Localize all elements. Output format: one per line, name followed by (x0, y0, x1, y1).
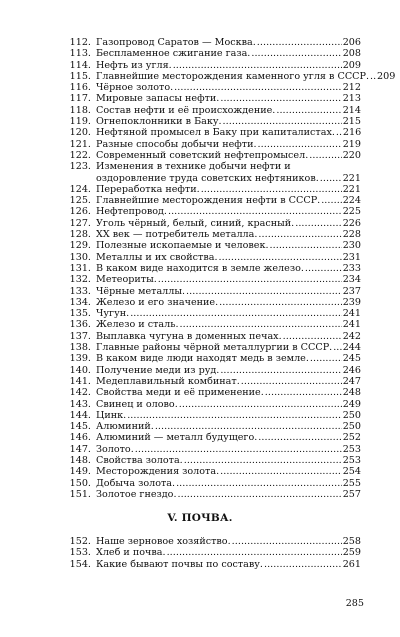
entry-page: 245 (342, 353, 361, 365)
entry-page: 215 (342, 116, 361, 128)
entry-title: Чёрное золото. (96, 82, 174, 94)
entry-title-cell (91, 466, 361, 477)
entry-number: 124. (69, 183, 91, 195)
entry-number: 136. (69, 319, 91, 331)
entry-page: 219 (342, 138, 361, 150)
entry-title: Уголь чёрный, белый, синий, красный. (96, 217, 295, 229)
entry-title-cell (91, 252, 361, 263)
toc-entry (63, 218, 361, 229)
entry-number: 133. (69, 285, 91, 297)
entry-title: Полезные ископаемые и человек. (96, 240, 269, 252)
dot-leader (257, 37, 342, 48)
entry-page: 252 (342, 432, 361, 444)
entry-title: Беспламенное сжигание газа. (96, 48, 251, 60)
entry-title-cell (91, 455, 361, 466)
entry-title-cell (91, 432, 361, 443)
entry-title: Железо и сталь. (96, 319, 179, 331)
entry-page: 259 (342, 547, 361, 559)
entry-number: 119. (69, 116, 91, 128)
toc-entry (63, 139, 361, 150)
entry-page: 255 (342, 477, 361, 489)
entry-title: Чёрные металлы. (96, 285, 186, 297)
dot-leader (251, 48, 341, 59)
entry-title: Свойства золота. (96, 454, 183, 466)
dot-leader (258, 229, 341, 240)
dot-leader (310, 353, 342, 364)
entry-number: 129. (69, 240, 91, 252)
entry-title: Огнепоклонники в Баку. (96, 116, 222, 128)
entry-page: 261 (342, 558, 361, 570)
entry-title: В каком виде находится в земле железо. (96, 262, 304, 274)
entry-number: 122. (69, 149, 91, 161)
entry-number: 145. (69, 421, 91, 433)
entry-page: 253 (342, 443, 361, 455)
entry-title: Алюминий. (96, 421, 154, 433)
toc-entry (63, 105, 361, 116)
toc-entry (63, 150, 361, 161)
entry-title-cell (91, 478, 361, 489)
entry-title: Изменения в технике добычи нефти и (96, 161, 291, 173)
entry-number: 131. (69, 262, 91, 274)
entry-title-cell (91, 421, 361, 432)
entry-page: 246 (342, 364, 361, 376)
entry-page: 224 (342, 195, 361, 207)
entry-number: 134. (69, 296, 91, 308)
dot-leader (219, 297, 342, 308)
entry-title-cell (91, 559, 361, 570)
entry-number: 150. (69, 477, 91, 489)
entry-number: 153. (69, 547, 91, 559)
entry-title: Месторождения золота. (96, 466, 220, 478)
dot-leader (241, 376, 342, 387)
entry-page: 233 (342, 262, 361, 274)
entry-title-cell (91, 116, 361, 127)
toc-entry (63, 127, 361, 138)
entry-number: 125. (69, 195, 91, 207)
entry-page: 239 (342, 296, 361, 308)
entry-title: Золотое гнездо. (96, 488, 177, 500)
dot-leader (321, 195, 341, 206)
entry-page: 257 (342, 488, 361, 500)
entry-number: 140. (69, 364, 91, 376)
dot-leader (276, 105, 341, 116)
dot-leader (168, 206, 342, 217)
entry-title-cell (91, 139, 361, 150)
toc-entry (63, 70, 396, 82)
toc-entry (63, 387, 361, 398)
dot-leader (130, 308, 342, 319)
dot-leader (219, 252, 342, 263)
entry-page: 231 (342, 251, 361, 263)
entry-title: Добыча золота. (96, 477, 176, 489)
entry-number: 132. (69, 274, 91, 286)
toc-entry (63, 489, 361, 500)
toc-entry (63, 455, 361, 466)
entry-title-cell (91, 331, 361, 342)
entry-title-cell (91, 410, 361, 421)
entry-title: XX век — потребитель металла. (96, 229, 258, 241)
dot-leader (220, 466, 342, 477)
toc-entry (63, 60, 361, 71)
entry-number: 146. (69, 432, 91, 444)
entry-title-cell (91, 387, 361, 398)
entry-page: 247 (342, 375, 361, 387)
entry-page: 258 (342, 536, 361, 547)
dot-leader (232, 536, 342, 547)
entry-title-cell (91, 376, 361, 387)
toc-entry (63, 365, 361, 376)
entry-page: 244 (342, 342, 361, 354)
entry-page: 230 (342, 240, 361, 252)
entry-page: 221 (342, 172, 361, 184)
toc-entry (63, 274, 361, 285)
entry-number: 154. (69, 558, 91, 570)
entry-page: 250 (342, 421, 361, 433)
entry-number: 149. (69, 466, 91, 478)
entry-title-cell (91, 127, 361, 138)
dot-leader (295, 218, 341, 229)
entry-page: 237 (342, 285, 361, 297)
entry-title: Нефть из угля. (96, 59, 172, 71)
entry-title-cell (91, 82, 361, 93)
entry-title-cell (91, 536, 361, 547)
entry-page: 220 (342, 149, 361, 161)
toc-entry (63, 331, 361, 342)
entry-title-cell (91, 489, 361, 500)
entry-number: 116. (69, 82, 91, 94)
entry-page: 248 (342, 387, 361, 399)
dot-leader (320, 173, 342, 184)
entry-title: Хлеб и почва. (96, 547, 166, 559)
section-heading: V. ПОЧВА. (167, 512, 233, 524)
entry-title-cell (91, 60, 361, 71)
entry-page: 209 (377, 70, 396, 82)
toc-entry (63, 229, 361, 240)
toc-entry (63, 536, 361, 547)
toc-entry (63, 319, 361, 330)
dot-leader (258, 139, 342, 150)
dot-leader (135, 444, 342, 455)
entry-number: 117. (69, 93, 91, 105)
entry-page: 225 (342, 206, 361, 218)
entry-title: Главнейшие месторождения нефти в СССР. (96, 195, 321, 207)
entry-number: 144. (69, 409, 91, 421)
entry-title-cell (91, 195, 361, 206)
dot-leader (309, 150, 341, 161)
dot-leader (174, 82, 342, 93)
entry-title: Чугун. (96, 308, 130, 320)
entry-title: Свинец и олово. (96, 398, 178, 410)
dot-leader (167, 547, 342, 558)
entry-page: 242 (342, 330, 361, 342)
entry-title: Выплавка чугуна в доменных печах. (96, 330, 282, 342)
entry-title: Главнейшие месторождения каменного угля в СССР. (96, 70, 370, 82)
toc-entry (63, 184, 361, 195)
entry-number: 114. (69, 59, 91, 71)
toc-entry (63, 376, 361, 387)
entry-page: 254 (342, 466, 361, 478)
entry-page: 234 (342, 274, 361, 286)
entry-title-cell (91, 342, 361, 353)
toc-entry (63, 240, 361, 251)
dot-leader (264, 559, 342, 570)
entry-number: 115. (69, 70, 91, 82)
entry-title-cell (91, 206, 361, 217)
toc-entry (63, 161, 361, 184)
toc-entry (63, 444, 361, 455)
entry-page: 241 (342, 308, 361, 320)
toc-entry (63, 297, 361, 308)
toc-entry (63, 421, 361, 432)
dot-leader (178, 489, 342, 500)
entry-page: 226 (342, 217, 361, 229)
entry-title: Металлы и их свойства. (96, 251, 218, 263)
entry-title-cell (91, 547, 361, 558)
dot-leader (184, 455, 342, 466)
entry-number: 128. (69, 229, 91, 241)
toc-entry (63, 353, 361, 364)
dot-leader (179, 399, 342, 410)
entry-title-cell (91, 70, 396, 82)
dot-leader (258, 432, 341, 443)
toc-entry (63, 48, 361, 59)
entry-title: Получение меди из руд. (96, 364, 220, 376)
entry-title-cell (91, 37, 361, 48)
entry-title-cell (91, 184, 361, 195)
toc-entry (63, 466, 361, 477)
toc-entry (63, 82, 361, 93)
entry-number: 141. (69, 375, 91, 387)
entry-number: 118. (69, 104, 91, 116)
entry-page: 221 (342, 183, 361, 195)
dot-leader (127, 410, 341, 421)
toc-entry (63, 116, 361, 127)
entry-number: 130. (69, 251, 91, 263)
toc-entry (63, 559, 361, 570)
dot-leader (220, 93, 341, 104)
entry-page: 216 (342, 127, 362, 139)
entry-page: 213 (342, 93, 361, 105)
toc-entry (63, 432, 361, 443)
entry-title: Разные способы добычи нефти. (96, 138, 257, 150)
entry-title-cell (91, 150, 361, 161)
entry-page: 206 (342, 37, 361, 48)
entry-number: 148. (69, 454, 91, 466)
dot-leader (336, 127, 342, 138)
entry-page: 209 (342, 59, 361, 71)
entry-number: 112. (69, 37, 91, 48)
page-number: 285 (345, 598, 364, 609)
dot-leader (201, 184, 342, 195)
entry-title-cell (91, 93, 361, 104)
entry-title-cell (91, 286, 361, 297)
entry-number: 113. (69, 48, 91, 60)
entry-page: 241 (342, 319, 361, 331)
entry-title-cell (91, 353, 361, 364)
toc-entry (63, 93, 361, 104)
entry-title: Современный советский нефтепромысел. (96, 149, 309, 161)
dot-leader (158, 274, 342, 285)
toc-entry (63, 252, 361, 263)
toc-entry (63, 547, 361, 558)
entry-title-cell (91, 297, 361, 308)
dot-leader (333, 342, 341, 353)
entry-title: Наше зерновое хозяйство. (96, 536, 231, 547)
entry-title: Медеплавильный комбинат. (96, 375, 240, 387)
entry-number: 120. (69, 127, 91, 139)
entry-title: Состав нефти и её происхождение. (96, 104, 276, 116)
entry-title: Нефтепровод. (96, 206, 167, 218)
entry-title: Метеориты. (96, 274, 157, 286)
entry-number: 135. (69, 308, 91, 320)
entry-title-cell (91, 399, 361, 410)
entry-title: Алюминий — металл будущего. (96, 432, 258, 444)
entry-title: Какие бывают почвы по составу. (96, 558, 263, 570)
entry-title-cell (91, 319, 361, 330)
toc-entry (63, 478, 361, 489)
entry-number: 137. (69, 330, 91, 342)
dot-leader (155, 421, 342, 432)
entry-title-cell (91, 263, 361, 274)
entry-title: Газопровод Саратов — Москва. (96, 37, 256, 48)
entry-number: 123. (69, 161, 91, 173)
entry-page: 249 (342, 398, 361, 410)
dot-leader (223, 116, 342, 127)
entry-number: 151. (69, 488, 91, 500)
entry-title-cell (91, 48, 361, 59)
entry-title: Главные районы чёрной металлургии в СССР. (96, 342, 333, 354)
dot-leader (270, 240, 342, 251)
entry-number: 143. (69, 398, 91, 410)
table-of-contents-section-v (63, 536, 361, 570)
entry-page: 228 (342, 229, 361, 241)
toc-entry (63, 399, 361, 410)
entry-title: Нефтяной промысел в Баку при капиталистах. (96, 127, 335, 139)
entry-number: 121. (69, 138, 91, 150)
toc-entry (63, 342, 361, 353)
dot-leader (180, 319, 342, 330)
entry-title: В каком виде люди находят медь в земле. (96, 353, 309, 365)
entry-number: 138. (69, 342, 91, 354)
entry-page: 212 (342, 82, 361, 94)
toc-entry (63, 37, 361, 48)
toc-entry (63, 308, 361, 319)
entry-page: 208 (342, 48, 361, 60)
entry-number: 127. (69, 217, 91, 229)
dot-leader (176, 478, 342, 489)
entry-title: Золото. (96, 443, 134, 455)
toc-entry (63, 286, 361, 297)
toc-entry (63, 195, 361, 206)
entry-title: Мировые запасы нефти. (96, 93, 220, 105)
entry-title-cell (91, 240, 361, 251)
entry-title-cell (91, 365, 361, 376)
entry-number: 126. (69, 206, 91, 218)
entry-number: 152. (69, 536, 91, 547)
entry-number: 142. (69, 387, 91, 399)
dot-leader (370, 71, 376, 82)
toc-entry (63, 263, 361, 274)
dot-leader (305, 263, 342, 274)
toc-entry (63, 410, 361, 421)
entry-page: 250 (342, 409, 361, 421)
table-of-contents (63, 37, 396, 500)
dot-leader (186, 286, 342, 297)
entry-title: Переработка нефти. (96, 183, 200, 195)
entry-page: 253 (342, 454, 361, 466)
entry-title-cell (91, 218, 361, 229)
entry-page: 214 (342, 104, 361, 116)
entry-title: Железо и его значение. (96, 296, 219, 308)
toc-entry (63, 206, 361, 217)
entry-number: 139. (69, 353, 91, 365)
entry-title-cell (91, 274, 361, 285)
dot-leader (220, 365, 341, 376)
entry-title: оздоровление труда советских нефтяников. (96, 172, 319, 184)
entry-title-cell (91, 444, 361, 455)
entry-title-cell (91, 229, 361, 240)
dot-leader (265, 387, 342, 398)
entry-title-cell (91, 308, 361, 319)
entry-title-continuation (96, 173, 361, 184)
entry-title-cell (91, 161, 361, 184)
entry-number: 147. (69, 443, 91, 455)
entry-title: Цинк. (96, 409, 127, 421)
dot-leader (283, 331, 342, 342)
dot-leader (173, 60, 342, 71)
entry-title-cell (91, 105, 361, 116)
entry-title: Свойства меди и её применение. (96, 387, 264, 399)
